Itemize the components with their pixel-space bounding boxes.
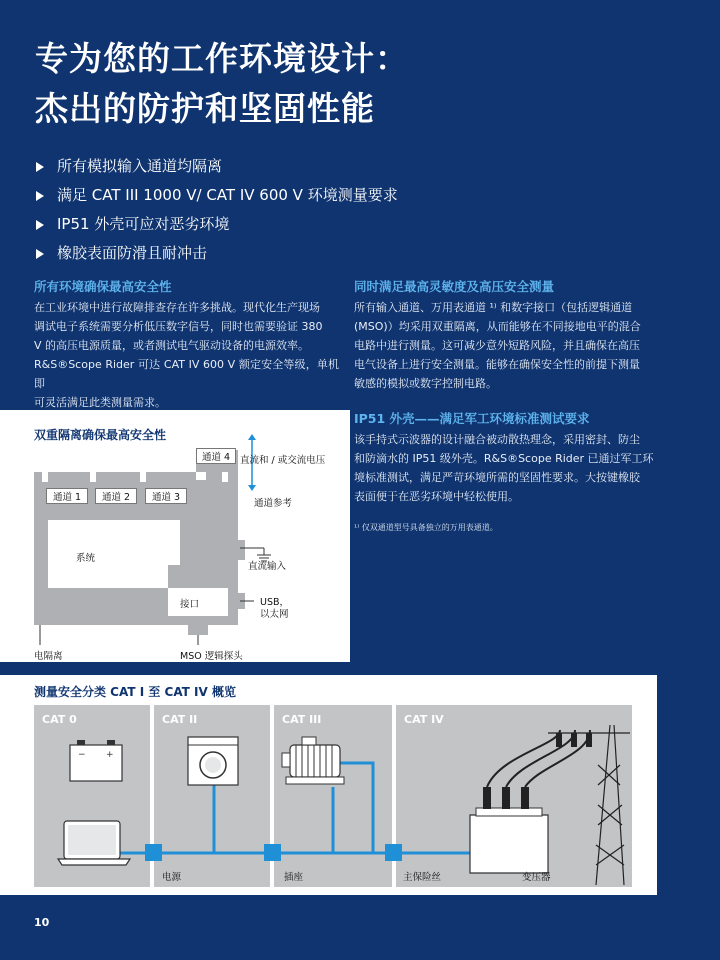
cat-overview bbox=[0, 675, 657, 895]
feature-list bbox=[36, 152, 398, 268]
paragraph-line: 敏感的模拟或数字控制电路。 bbox=[354, 377, 497, 390]
feature-item bbox=[36, 152, 398, 181]
feature-item bbox=[36, 210, 398, 239]
ethernet-label: 以太网 bbox=[260, 609, 289, 620]
feature-item bbox=[36, 239, 398, 268]
svg-text:−: − bbox=[78, 750, 86, 760]
dc-ac-voltage-label: 直流和 / 或交流电压 bbox=[240, 455, 326, 466]
cat-label: CAT II bbox=[162, 713, 198, 726]
cat-label: CAT 0 bbox=[42, 713, 77, 726]
paragraph-line: 所有输入通道、万用表通道 ¹⁾ 和数字接口（包括逻辑通道 bbox=[354, 301, 633, 314]
channel-1-box: 通道 1 bbox=[46, 488, 88, 504]
triangle-bullet-icon bbox=[36, 162, 44, 172]
paragraph-line: 可灵活满足此类测量需求。 bbox=[34, 396, 166, 409]
isolation-diagram bbox=[0, 410, 350, 662]
outlet-label: 插座 bbox=[284, 872, 304, 883]
footnote: ¹⁾ 仅双通道型号具备独立的万用表通道。 bbox=[354, 523, 498, 532]
paragraph-line: 该手持式示波器的设计融合被动散热理念，采用密封、防尘 bbox=[354, 433, 640, 446]
paragraph-line: R&S®Scope Rider 可达 CAT IV 600 V 额定安全等级，单机即 bbox=[34, 358, 339, 390]
isolation-label: 电隔离 bbox=[34, 651, 63, 662]
feature-item bbox=[36, 181, 398, 210]
ip51-heading: IP51 外壳——满足军工环境标准测试要求 bbox=[354, 411, 590, 426]
cat-label: CAT IV bbox=[404, 713, 444, 726]
laptop-icon bbox=[58, 821, 130, 865]
paragraph-line: 电气设备上进行安全测量。能够在确保安全性的前提下测量 bbox=[354, 358, 640, 371]
interface-label: 接口 bbox=[180, 599, 200, 610]
sensitivity-paragraph bbox=[354, 298, 659, 393]
isolation-diagram-drawing bbox=[0, 410, 350, 662]
feature-text: 橡胶表面防滑且耐冲击 bbox=[57, 244, 208, 262]
diagram-title: 双重隔离确保最高安全性 bbox=[34, 428, 167, 442]
channel-3-box: 通道 3 bbox=[145, 488, 187, 504]
sensitivity-heading: 同时满足最高灵敏度及高压安全测量 bbox=[354, 279, 555, 294]
battery-icon bbox=[70, 740, 122, 781]
paragraph-line: 和防滴水的 IP51 级外壳。R&S®Scope Rider 已通过军工环 bbox=[354, 452, 654, 465]
cat-overview-title: 测量安全分类 CAT I 至 CAT IV 概览 bbox=[34, 685, 236, 699]
cat-label: CAT III bbox=[282, 713, 322, 726]
safety-heading: 所有环境确保最高安全性 bbox=[34, 279, 172, 294]
feature-text: 所有模拟输入通道均隔离 bbox=[57, 157, 223, 175]
page-title bbox=[35, 34, 409, 134]
triangle-bullet-icon bbox=[36, 191, 44, 201]
channel-4-box: 通道 4 bbox=[196, 448, 236, 464]
paragraph-line: 在工业环境中进行故障排查存在许多挑战。现代化生产现场 bbox=[34, 301, 320, 314]
channel-reference-label: 通道参考 bbox=[254, 498, 293, 509]
triangle-bullet-icon bbox=[36, 220, 44, 230]
paragraph-line: 表面便于在恶劣环境中轻松使用。 bbox=[354, 490, 519, 503]
triangle-bullet-icon bbox=[36, 249, 44, 259]
feature-text: 满足 CAT III 1000 V/ CAT IV 600 V 环境测量要求 bbox=[57, 186, 398, 204]
power-supply-label: 电源 bbox=[162, 872, 182, 883]
paragraph-line: 境标准测试，满足严苛环境所需的坚固性要求。大按键橡胶 bbox=[354, 471, 640, 484]
dc-input-label: 直流输入 bbox=[248, 561, 287, 572]
transformer-icon bbox=[470, 730, 590, 873]
system-label: 系统 bbox=[76, 553, 96, 564]
paragraph-line: V 的高压电源质量，或者测试电气驱动设备的电源效率。 bbox=[34, 339, 310, 352]
page-number: 10 bbox=[34, 916, 50, 929]
main-fuse-label: 主保险丝 bbox=[403, 872, 442, 883]
transformer-label: 变压器 bbox=[522, 872, 551, 883]
ip51-paragraph bbox=[354, 430, 659, 506]
title-line-2: 杰出的防护和坚固性能 bbox=[35, 89, 375, 128]
paragraph-line: 调试电子系统需要分析低压数字信号，同时也需要验证 380 bbox=[34, 320, 323, 333]
feature-text: IP51 外壳可应对恶劣环境 bbox=[57, 215, 230, 233]
usb-label: USB， bbox=[260, 597, 290, 608]
safety-paragraph bbox=[34, 298, 339, 412]
pylon-icon bbox=[548, 725, 630, 885]
paragraph-line: 电路中进行测量。这可减少意外短路风险，并且确保在高压 bbox=[354, 339, 640, 352]
title-line-1: 专为您的工作环境设计： bbox=[35, 39, 409, 78]
cat-overview-drawing bbox=[0, 675, 657, 895]
motor-icon bbox=[282, 737, 344, 784]
svg-text:+: + bbox=[106, 750, 114, 760]
washing-machine-icon bbox=[188, 737, 238, 785]
mso-probe-label: MSO 逻辑探头 bbox=[180, 651, 243, 662]
channel-2-box: 通道 2 bbox=[95, 488, 137, 504]
paragraph-line: (MSO)）均采用双重隔离，从而能够在不同接地电平的混合 bbox=[354, 320, 641, 333]
